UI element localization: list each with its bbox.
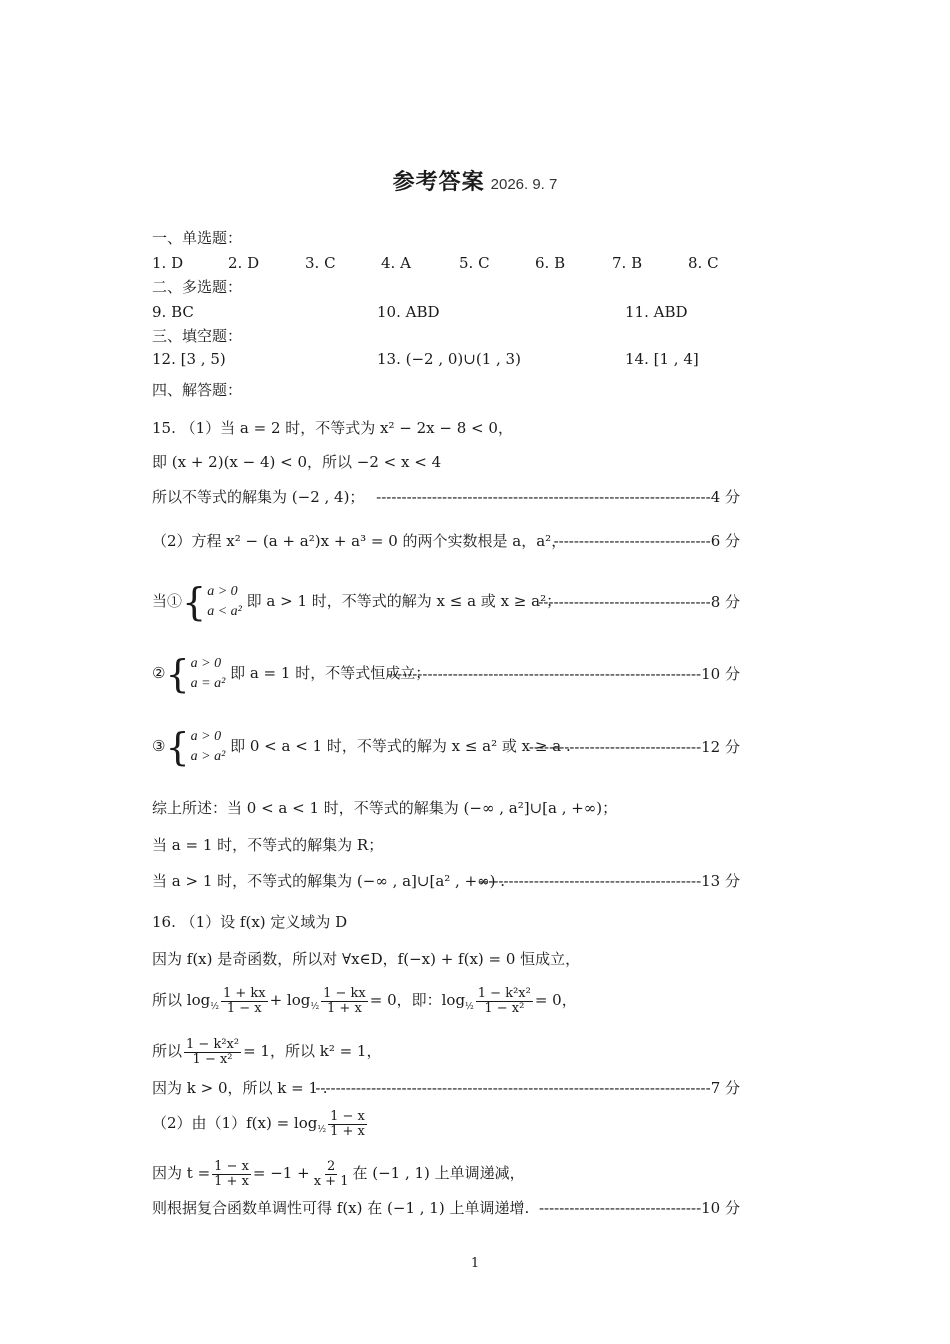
log-base: ½ xyxy=(310,1002,320,1012)
denominator: 1 − x² xyxy=(484,1000,525,1016)
system-line: a > 0 xyxy=(190,729,222,744)
system-line: a = a² xyxy=(190,676,226,691)
math-text: （2）由（1）f(x) = log xyxy=(152,1114,318,1132)
score-points: 10 分 xyxy=(701,1199,740,1217)
dotted-leader: ------------------------------------------------------------------------------ xyxy=(315,1079,711,1097)
score-points: 7 分 xyxy=(710,1079,740,1097)
system-line: a > 0 xyxy=(207,584,238,599)
math-text: = −1 + xyxy=(252,1164,310,1182)
score-marker xyxy=(539,1198,740,1218)
dotted-leader: ---------------------------------- xyxy=(528,738,702,756)
case-system: { a > 0 a > a² xyxy=(165,725,226,769)
multi-answer: 10. ABD xyxy=(377,303,440,321)
q15-summary: 综上所述：当 0 < a < 1 时，不等式的解集为 (−∞ , a²]∪[a , +∞)； xyxy=(152,799,618,817)
case-label: 当① xyxy=(152,592,183,610)
section-multi-choice: 二、多选题： xyxy=(152,278,243,296)
numerator: 1 − x xyxy=(330,1108,365,1124)
numerator: 1 − x xyxy=(214,1158,249,1174)
mc-answer: 3. C xyxy=(305,254,336,272)
section-solutions: 四、解答题： xyxy=(152,381,243,399)
case-system: { a > 0 a = a² xyxy=(165,652,226,696)
mc-answer: 7. B xyxy=(612,254,643,272)
dotted-leader: -------------------------------------------------------------- xyxy=(386,665,702,683)
case-label: ③ xyxy=(152,737,166,755)
dotted-leader: -------------------------------- xyxy=(538,1199,702,1217)
log-base: ½ xyxy=(465,1002,474,1012)
q15-text: 所以不等式的解集为 (−2 , 4)； xyxy=(152,488,365,506)
q16-line: 因为 k > 0，所以 k = 1 . xyxy=(152,1079,328,1097)
q16-line: 则根据复合函数单调性可得 f(x) 在 (−1 , 1) 上单调递增. xyxy=(152,1199,530,1217)
math-text: = 1，所以 k² = 1， xyxy=(243,1042,382,1060)
q16-line: 16. （1）设 f(x) 定义域为 D xyxy=(152,913,348,931)
math-text: 在 (−1 , 1) 上单调递减， xyxy=(352,1164,525,1182)
numerator: 1 − kx xyxy=(323,985,366,1001)
q16-k-equation xyxy=(152,1034,740,1068)
case-system: { a > 0 a < a² xyxy=(182,580,242,624)
math-text: 因为 t = xyxy=(152,1164,211,1182)
denominator: 1 − x xyxy=(226,1000,262,1016)
mc-answer: 4. A xyxy=(381,254,411,272)
fraction xyxy=(476,987,533,1016)
section-single-choice: 一、单选题： xyxy=(152,229,243,247)
score-marker xyxy=(538,592,740,612)
mc-answer: 1. D xyxy=(152,254,184,272)
score-points: 13 分 xyxy=(701,872,740,890)
title-text: 参考答案 xyxy=(392,169,485,195)
case-label: ② xyxy=(152,664,166,682)
fraction xyxy=(312,1160,351,1189)
denominator: 1 + x xyxy=(330,1123,365,1139)
mc-answer: 8. C xyxy=(688,254,719,272)
math-text: = 0， xyxy=(534,991,577,1009)
fraction xyxy=(321,987,368,1016)
mc-answer: 2. D xyxy=(228,254,260,272)
multi-answer: 9. BC xyxy=(152,303,194,321)
q15-text: （2）方程 x² − (a + a²)x + a³ = 0 的两个实数根是 a，a²， xyxy=(152,532,567,550)
score-points: 8 分 xyxy=(710,593,740,611)
log-base: ½ xyxy=(317,1125,327,1135)
math-text: 所以 xyxy=(152,1042,183,1060)
q16-part2 xyxy=(152,1106,740,1147)
score-points: 4 分 xyxy=(710,488,740,506)
score-marker xyxy=(529,737,740,757)
dotted-leader: ------------------------------------------------------------------ xyxy=(376,488,711,506)
case-text: 即 a = 1 时，不等式恒成立； xyxy=(230,664,431,682)
numerator: 1 − k²x² xyxy=(477,985,531,1001)
denominator: 1 − x² xyxy=(192,1051,233,1067)
title-date: 2026. 9. 7 xyxy=(490,176,558,193)
system-line: a > 0 xyxy=(190,656,222,671)
case-text: 即 a > 1 时，不等式的解为 x ≤ a 或 x ≥ a²； xyxy=(246,592,562,610)
q15-summary: 当 a > 1 时，不等式的解集为 (−∞ , a]∪[a² , +∞) . xyxy=(152,872,506,890)
page-number: 1 xyxy=(470,1256,480,1271)
dotted-leader: ---------------------------------- xyxy=(538,593,711,611)
fraction xyxy=(212,1160,251,1189)
mc-answer: 6. B xyxy=(535,254,566,272)
dotted-leader: ------------------------------- xyxy=(553,532,711,550)
fill-answer: 12. [3 , 5) xyxy=(152,350,226,368)
math-text: = 0，即：log xyxy=(369,991,466,1009)
fraction xyxy=(328,1110,367,1139)
denominator: 1 + x xyxy=(327,1000,362,1016)
fill-answer: 14. [1 , 4] xyxy=(625,350,699,368)
score-marker xyxy=(554,531,740,551)
page-title xyxy=(0,165,950,196)
math-text: + log xyxy=(269,991,311,1009)
score-marker xyxy=(478,871,740,891)
score-points: 10 分 xyxy=(701,665,740,683)
system-line: a > a² xyxy=(190,749,226,764)
score-marker xyxy=(376,487,740,507)
q15-line: 即 (x + 2)(x − 4) < 0，所以 −2 < x < 4 xyxy=(152,453,442,471)
score-marker xyxy=(315,1078,740,1098)
section-fill-blank: 三、填空题： xyxy=(152,327,243,345)
score-points: 12 分 xyxy=(701,738,740,756)
denominator: 1 + x xyxy=(214,1173,249,1189)
dotted-leader: -------------------------------------------- xyxy=(478,872,702,890)
q16-log-equation xyxy=(152,983,740,1024)
fraction xyxy=(221,987,268,1016)
q16-line: 因为 f(x) 是奇函数，所以对 ∀x∈D，f(−x) + f(x) = 0 恒成立， xyxy=(152,950,581,968)
denominator: x + 1 xyxy=(313,1173,349,1189)
numerator: 1 − k²x² xyxy=(186,1036,240,1052)
log-base: ½ xyxy=(210,1002,219,1012)
system-line: a < a² xyxy=(207,604,242,619)
fraction xyxy=(184,1038,241,1067)
score-points: 6 分 xyxy=(710,532,740,550)
math-text: 所以 log xyxy=(152,991,211,1009)
q15-summary: 当 a = 1 时，不等式的解集为 R； xyxy=(152,836,384,854)
q16-t-definition xyxy=(152,1156,740,1190)
q15-line: 15. （1）当 a = 2 时，不等式为 x² − 2x − 8 < 0， xyxy=(152,419,513,437)
mc-answer: 5. C xyxy=(459,254,490,272)
numerator: 2 xyxy=(326,1158,336,1174)
case-text: 即 0 < a < 1 时，不等式的解为 x ≤ a² 或 x ≥ a . xyxy=(230,737,571,755)
fill-answer: 13. (−2 , 0)∪(1 , 3) xyxy=(377,350,521,368)
score-marker xyxy=(387,664,740,684)
numerator: 1 + kx xyxy=(222,985,266,1001)
multi-answer: 11. ABD xyxy=(625,303,688,321)
